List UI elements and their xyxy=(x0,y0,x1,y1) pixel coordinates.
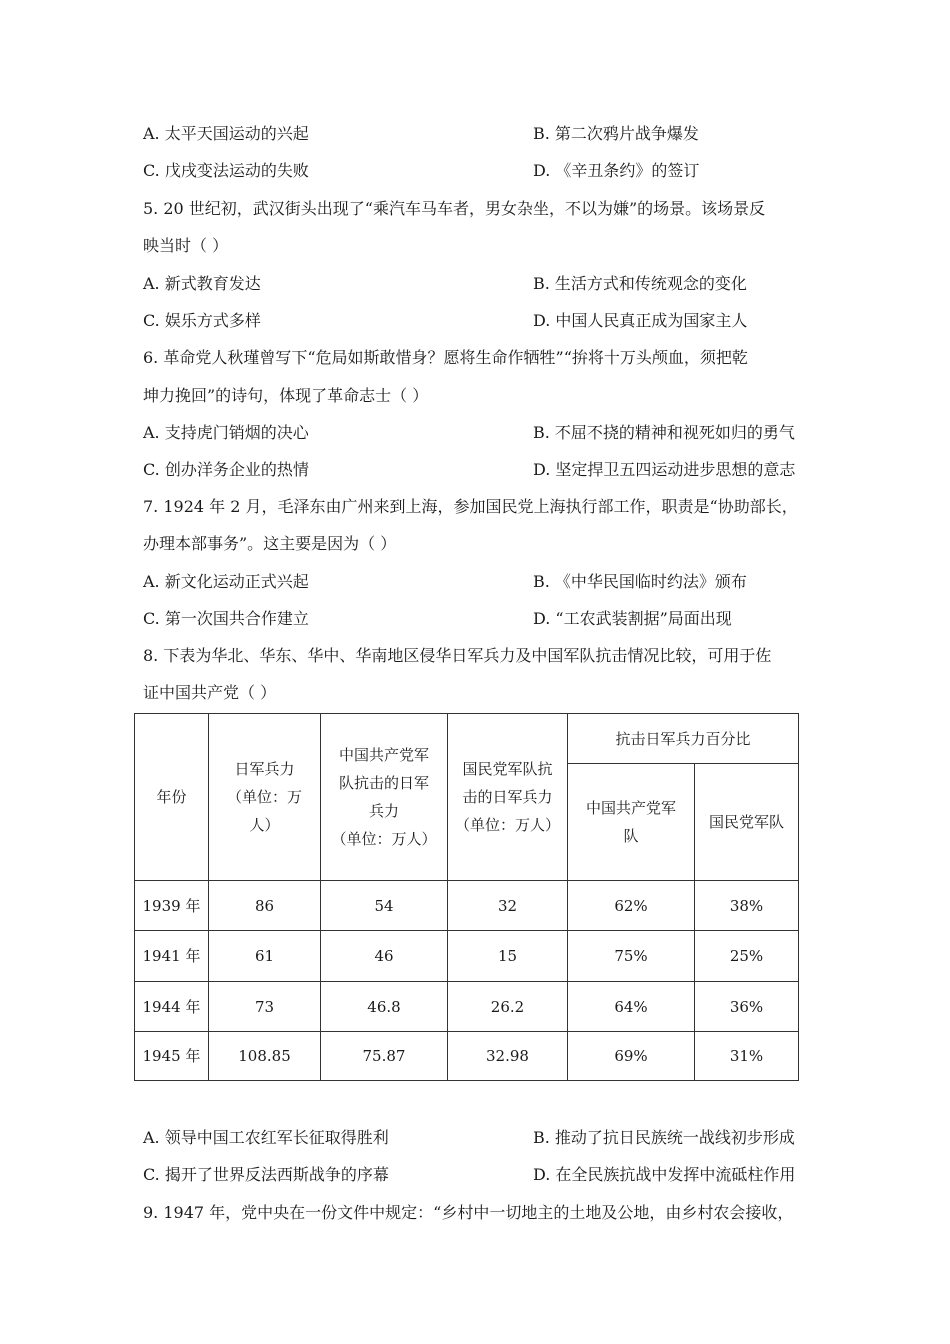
q6-option-a: A. 支持虎门销烟的决心 xyxy=(143,423,309,442)
header-kmt-resisted: 国民党军队抗 击的日军兵力 （单位：万人） xyxy=(448,714,568,881)
q8-data-table xyxy=(134,713,799,1081)
q4-option-c: C. 戊戌变法运动的失败 xyxy=(143,161,309,180)
q5-stem-line1: 5. 20 世纪初，武汉街头出现了“乘汽车马车者，男女杂坐，不以为嫌”的场景。该场景反 xyxy=(143,199,766,218)
cell-pct-ccp: 69% xyxy=(568,1032,695,1081)
q6-option-d: D. 坚定捍卫五四运动进步思想的意志 xyxy=(533,460,796,479)
header-japan-troops: 日军兵力 （单位：万 人） xyxy=(209,714,321,881)
q7-option-a: A. 新文化运动正式兴起 xyxy=(143,572,309,591)
q8-option-b: B. 推动了抗日民族统一战线初步形成 xyxy=(533,1128,795,1147)
cell-year: 1939 年 xyxy=(135,881,209,931)
q7-option-d: D. “工农武装割据”局面出现 xyxy=(533,609,732,628)
cell-japan: 73 xyxy=(209,982,321,1032)
q8-option-c: C. 揭开了世界反法西斯战争的序幕 xyxy=(143,1165,389,1184)
q5-option-a: A. 新式教育发达 xyxy=(143,274,261,293)
q5-option-c: C. 娱乐方式多样 xyxy=(143,311,261,330)
q6-option-b: B. 不屈不挠的精神和视死如归的勇气 xyxy=(533,423,795,442)
header-ccp-resisted: 中国共产党军 队抗击的日军 兵力 （单位：万人） xyxy=(321,714,448,881)
q4-option-a: A. 太平天国运动的兴起 xyxy=(143,124,309,143)
cell-pct-kmt: 38% xyxy=(695,881,799,931)
cell-year: 1945 年 xyxy=(135,1032,209,1081)
q8-option-a: A. 领导中国工农红军长征取得胜利 xyxy=(143,1128,389,1147)
cell-ccp: 46 xyxy=(321,931,448,982)
q5-option-b: B. 生活方式和传统观念的变化 xyxy=(533,274,747,293)
cell-japan: 86 xyxy=(209,881,321,931)
cell-pct-ccp: 75% xyxy=(568,931,695,982)
cell-pct-kmt: 31% xyxy=(695,1032,799,1081)
cell-kmt: 26.2 xyxy=(448,982,568,1032)
cell-ccp: 46.8 xyxy=(321,982,448,1032)
cell-pct-kmt: 25% xyxy=(695,931,799,982)
q4-option-d: D. 《辛丑条约》的签订 xyxy=(533,161,700,180)
q6-stem-line1: 6. 革命党人秋瑾曾写下“危局如斯敢惜身？愿将生命作牺牲”“拚将十万头颅血，须把乾 xyxy=(143,348,748,367)
q8-stem-line1: 8. 下表为华北、华东、华中、华南地区侵华日军兵力及中国军队抗击情况比较，可用于佐 xyxy=(143,646,772,665)
cell-pct-ccp: 64% xyxy=(568,982,695,1032)
cell-ccp: 75.87 xyxy=(321,1032,448,1081)
cell-japan: 108.85 xyxy=(209,1032,321,1081)
q5-option-d: D. 中国人民真正成为国家主人 xyxy=(533,311,748,330)
cell-japan: 61 xyxy=(209,931,321,982)
q5-stem-line2: 映当时（ ） xyxy=(143,236,229,255)
table-row xyxy=(135,982,799,1032)
q8-stem-line2: 证中国共产党（ ） xyxy=(143,683,277,702)
header-pct-kmt: 国民党军队 xyxy=(695,764,799,881)
q7-stem-line2: 办理本部事务”。这主要是因为（ ） xyxy=(143,534,397,553)
q7-option-c: C. 第一次国共合作建立 xyxy=(143,609,309,628)
header-percentage-group: 抗击日军兵力百分比 xyxy=(568,714,799,764)
q4-option-b: B. 第二次鸦片战争爆发 xyxy=(533,124,699,143)
table-row xyxy=(135,931,799,982)
table-row xyxy=(135,881,799,931)
cell-year: 1944 年 xyxy=(135,982,209,1032)
q6-stem-line2: 坤力挽回”的诗句，体现了革命志士（ ） xyxy=(143,386,429,405)
q7-option-b: B. 《中华民国临时约法》颁布 xyxy=(533,572,747,591)
header-pct-ccp: 中国共产党军 队 xyxy=(568,764,695,881)
header-year: 年份 xyxy=(135,714,209,881)
cell-pct-kmt: 36% xyxy=(695,982,799,1032)
q9-stem-line1: 9. 1947 年，党中央在一份文件中规定：“乡村中一切地主的土地及公地，由乡村农会接收， xyxy=(143,1203,794,1222)
cell-kmt: 32 xyxy=(448,881,568,931)
cell-ccp: 54 xyxy=(321,881,448,931)
cell-pct-ccp: 62% xyxy=(568,881,695,931)
table-row xyxy=(135,1032,799,1081)
cell-kmt: 32.98 xyxy=(448,1032,568,1081)
q7-stem-line1: 7. 1924 年 2 月，毛泽东由广州来到上海，参加国民党上海执行部工作，职责是“协助部长， xyxy=(143,497,798,516)
cell-year: 1941 年 xyxy=(135,931,209,982)
q8-option-d: D. 在全民族抗战中发挥中流砥柱作用 xyxy=(533,1165,796,1184)
cell-kmt: 15 xyxy=(448,931,568,982)
q6-option-c: C. 创办洋务企业的热情 xyxy=(143,460,309,479)
